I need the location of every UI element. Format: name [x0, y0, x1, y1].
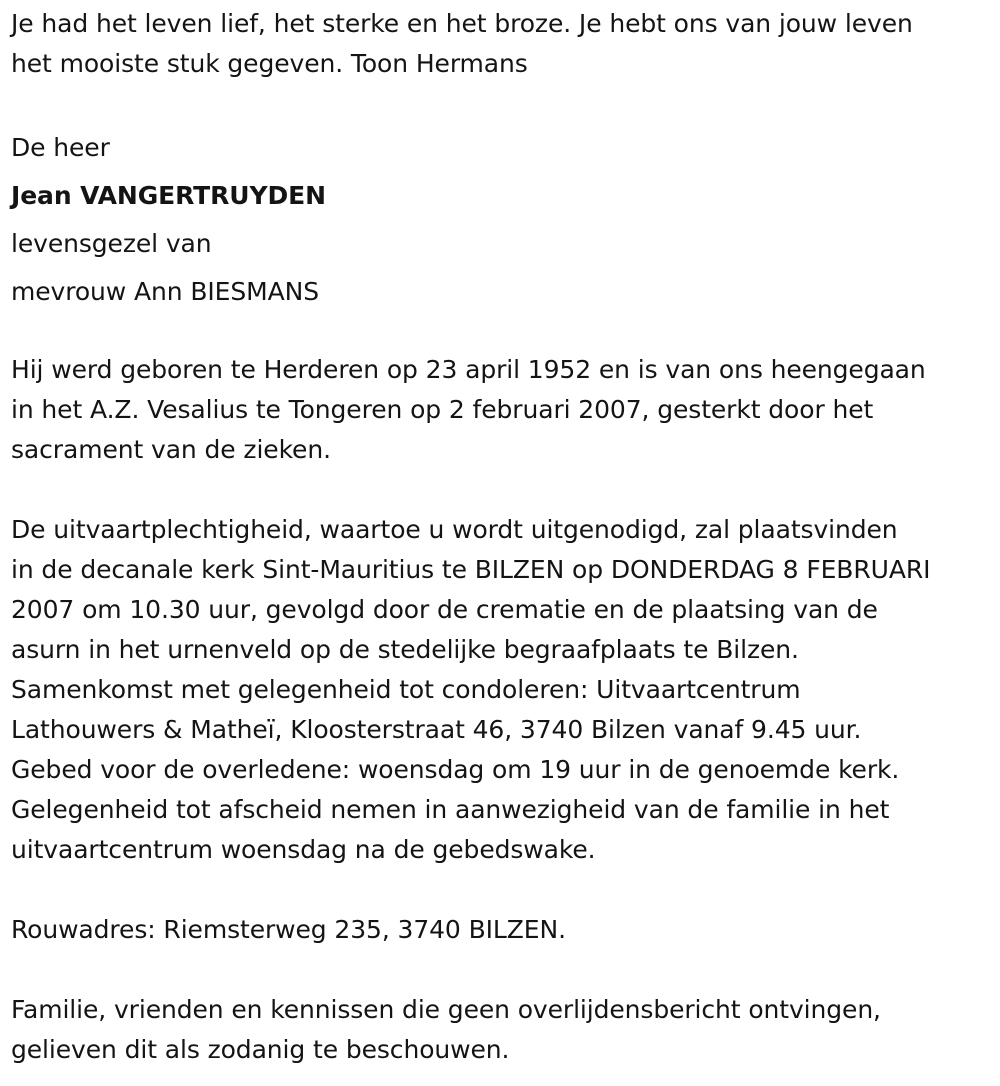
- birth-death-paragraph: [11, 350, 995, 470]
- mourning-address: Rouwadres: Riemsterweg 235, 3740 BILZEN.: [11, 915, 566, 944]
- salutation: De heer: [11, 133, 110, 162]
- relation-text: levensgezel van: [11, 229, 212, 258]
- partner-name: mevrouw Ann BIESMANS: [11, 277, 319, 306]
- paragraph-line: Familie, vrienden en kennissen die geen overlijdensbericht ontvingen,: [11, 995, 881, 1024]
- deceased-name: Jean VANGERTRUYDEN: [11, 181, 326, 210]
- paragraph-gap: [11, 950, 995, 990]
- paragraph-line: in de decanale kerk Sint-Mauritius te BILZEN op DONDERDAG 8 FEBRUARI: [11, 555, 931, 584]
- paragraph-line: in het A.Z. Vesalius te Tongeren op 2 februari 2007, gesterkt door het: [11, 395, 874, 424]
- paragraph-line: De uitvaartplechtigheid, waartoe u wordt uitgenodigd, zal plaatsvinden: [11, 515, 898, 544]
- paragraph-gap: [11, 316, 995, 350]
- address-paragraph: [11, 910, 995, 950]
- quote-line: Je had het leven lief, het sterke en het broze. Je hebt ons van jouw leven: [11, 9, 913, 38]
- paragraph-line: Gelegenheid tot afscheid nemen in aanwezigheid van de familie in het: [11, 795, 890, 824]
- paragraph-gap: [11, 84, 995, 124]
- paragraph-line: gelieven dit als zodanig te beschouwen.: [11, 1035, 510, 1064]
- paragraph-gap: [11, 470, 995, 510]
- paragraph-line: 2007 om 10.30 uur, gevolgd door de crematie en de plaatsing van de: [11, 595, 878, 624]
- paragraph-line: uitvaartcentrum woensdag na de gebedswake.: [11, 835, 596, 864]
- paragraph-line: Hij werd geboren te Herderen op 23 april 1952 en is van ons heengegaan: [11, 355, 926, 384]
- quote-line: het mooiste stuk gegeven. Toon Hermans: [11, 49, 528, 78]
- quote-block: [11, 4, 995, 84]
- closing-paragraph: [11, 990, 995, 1070]
- paragraph-line: Samenkomst met gelegenheid tot condoleren: Uitvaartcentrum: [11, 675, 801, 704]
- paragraph-line: asurn in het urnenveld op de stedelijke begraafplaats te Bilzen.: [11, 635, 799, 664]
- paragraph-gap: [11, 870, 995, 910]
- death-notice-document: [11, 4, 995, 1070]
- paragraph-line: Gebed voor de overledene: woensdag om 19 uur in de genoemde kerk.: [11, 755, 900, 784]
- paragraph-line: Lathouwers & Matheï, Kloosterstraat 46, 3740 Bilzen vanaf 9.45 uur.: [11, 715, 862, 744]
- ceremony-paragraph: [11, 510, 995, 870]
- paragraph-line: sacrament van de zieken.: [11, 435, 331, 464]
- deceased-block: [11, 124, 995, 316]
